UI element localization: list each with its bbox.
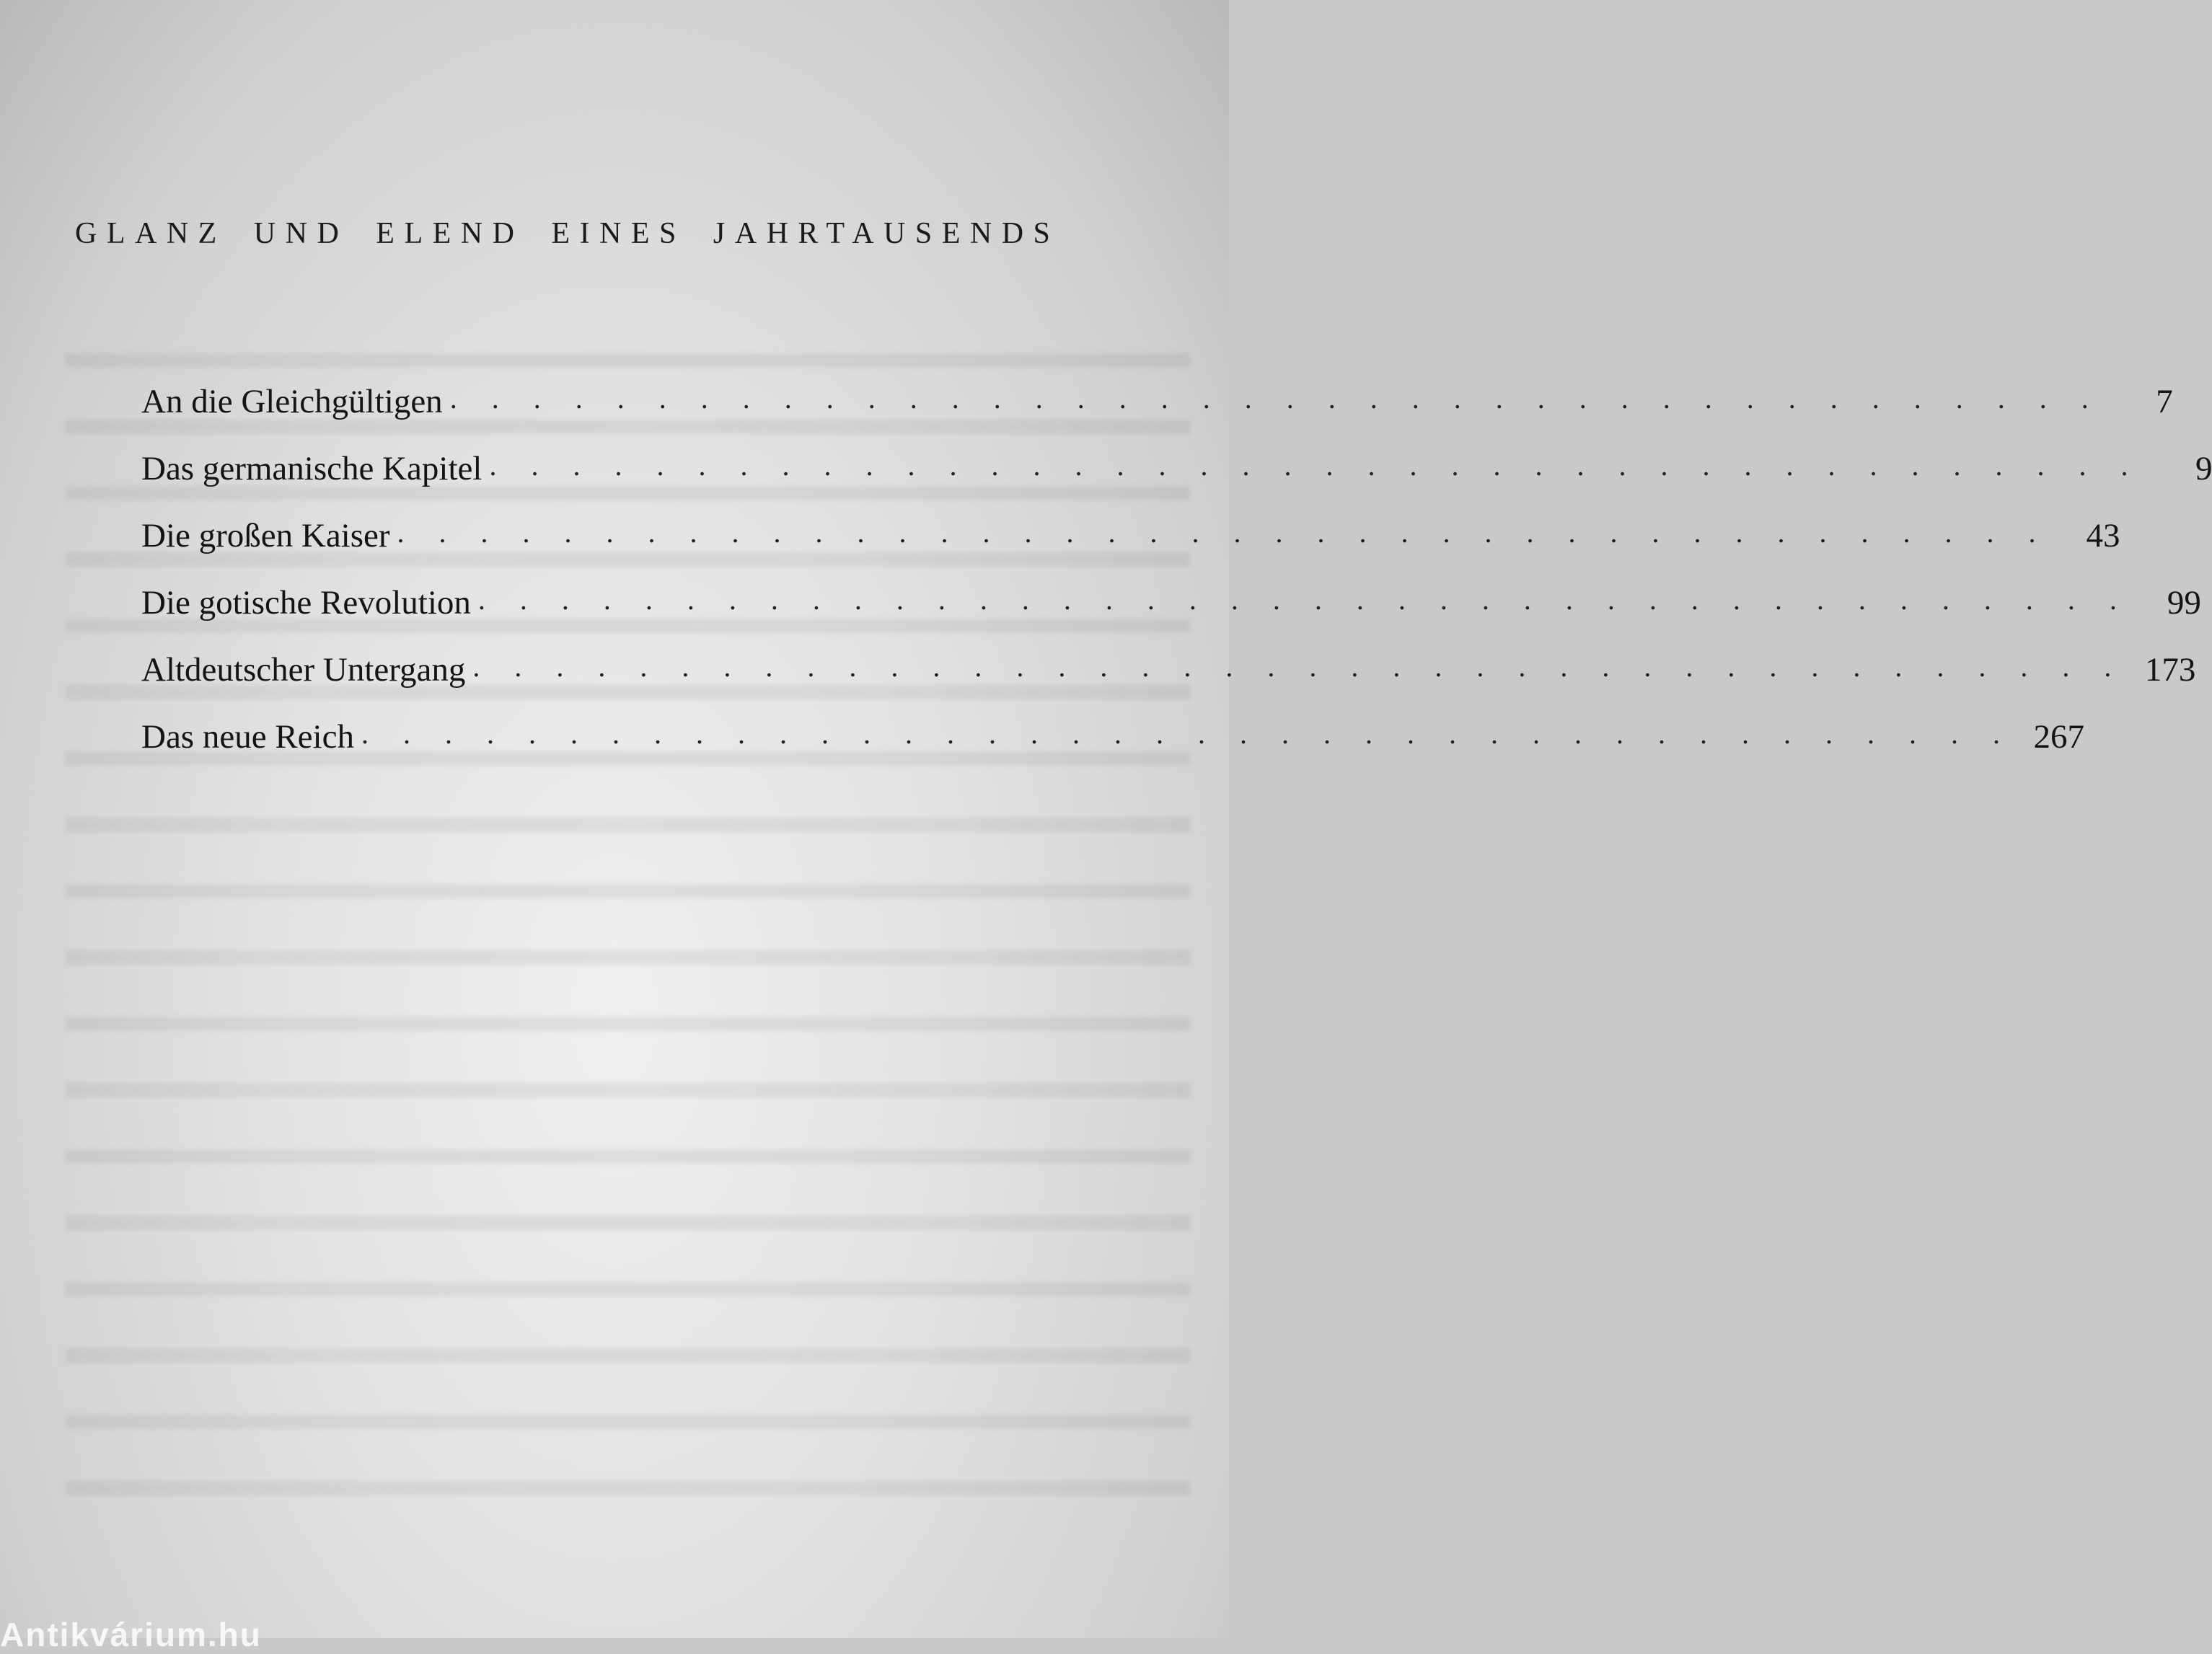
toc-entry-page: 43 — [2086, 517, 2120, 554]
toc-entry-label: Altdeutscher Untergang — [141, 651, 466, 689]
dot-leader: . . . . . . . . . . . . . . . . . . . . . . . . . . . . . . . . . . . . . . . . — [489, 449, 2142, 482]
dot-leader: . . . . . . . . . . . . . . . . . . . . . . . . . . . . . . . . . . . . . . . . — [449, 382, 2102, 415]
toc-entry-label: Die großen Kaiser — [141, 517, 390, 554]
toc-entry — [141, 650, 2196, 717]
toc-entry — [141, 516, 2120, 583]
dot-leader: . . . . . . . . . . . . . . . . . . . . . . . . . . . . . . . . . . . . . . . . — [477, 583, 2131, 616]
toc-entry-page: 173 — [2144, 651, 2196, 689]
dot-leader: . . . . . . . . . . . . . . . . . . . . . . . . . . . . . . . . . . . . . . . . — [361, 717, 2014, 750]
dot-leader: . . . . . . . . . . . . . . . . . . . . . . . . . . . . . . . . . . . . . . . . — [472, 650, 2125, 683]
table-of-contents — [141, 382, 2212, 784]
toc-entry — [141, 583, 2201, 650]
toc-entry-page: 9 — [2195, 450, 2212, 487]
toc-entry-label: Die gotische Revolution — [141, 584, 471, 622]
page-title: GLANZ UND ELEND EINES JAHRTAUSENDS — [75, 217, 1060, 250]
toc-entry-label: Das neue Reich — [141, 718, 354, 756]
toc-entry-label: Das germanische Kapitel — [141, 450, 483, 487]
toc-entry-page: 99 — [2167, 584, 2201, 622]
toc-entry-page: 267 — [2033, 718, 2084, 756]
toc-entry-page: 7 — [2156, 383, 2173, 420]
toc-entry — [141, 382, 2173, 449]
toc-entry-label: An die Gleichgültigen — [141, 383, 443, 420]
toc-entry — [141, 717, 2084, 784]
watermark-text: Antikvárium.hu — [0, 1616, 262, 1653]
dot-leader: . . . . . . . . . . . . . . . . . . . . . . . . . . . . . . . . . . . . . . . . — [397, 516, 2050, 549]
toc-entry — [141, 449, 2212, 516]
